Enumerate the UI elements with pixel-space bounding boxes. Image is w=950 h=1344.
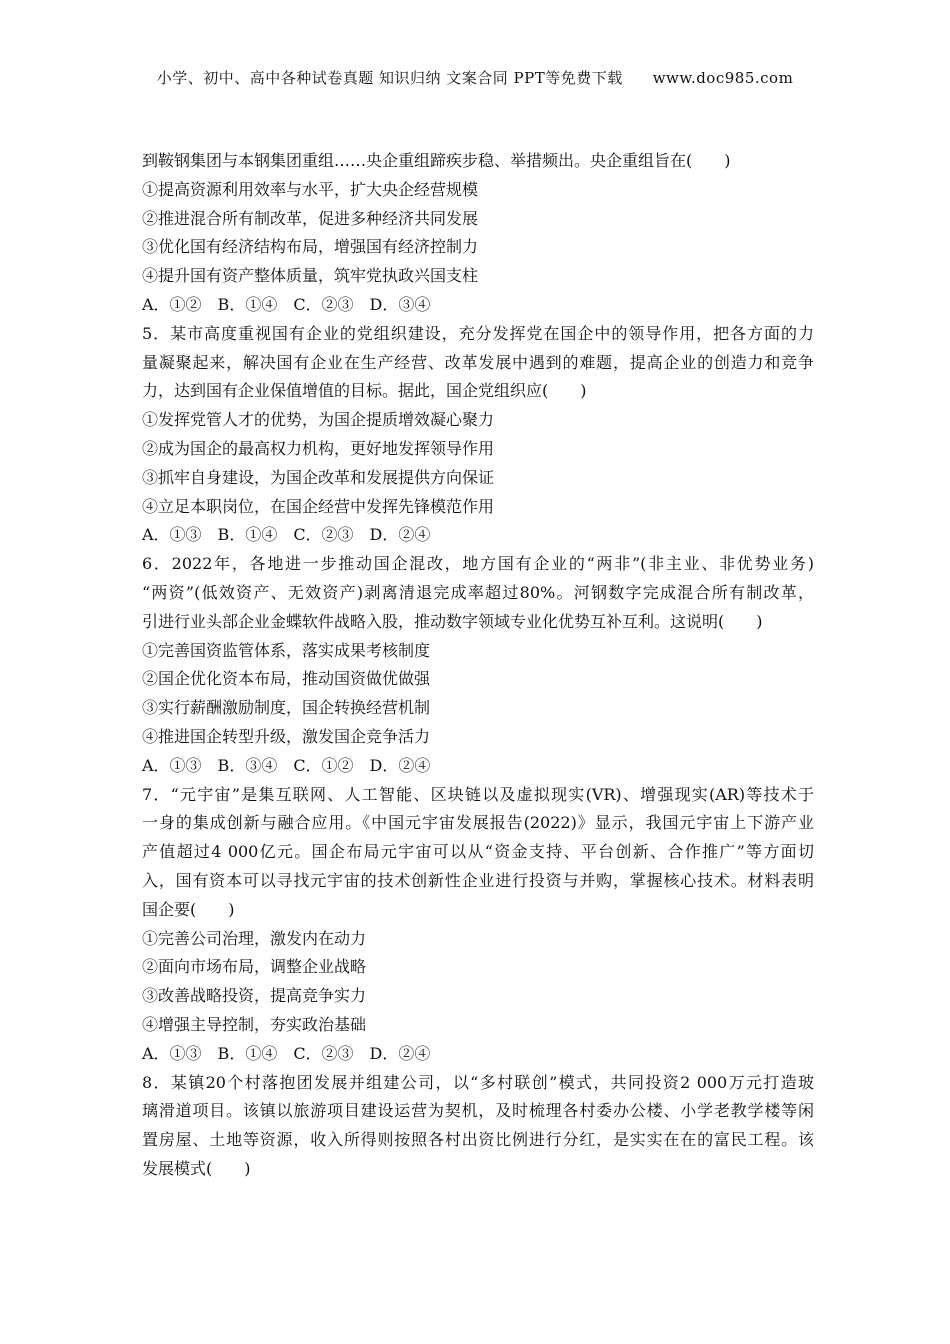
header-text: 小学、初中、高中各种试卷真题 知识归纳 文案合同 PPT等免费下载 (156, 69, 623, 87)
option-line: ③优化国有经济结构布局，增强国有经济控制力 (142, 237, 479, 257)
option-line: ④增强主导控制，夯实政治基础 (142, 1014, 367, 1034)
question-7-line: 一身的集成创新与融合应用。《中国元宇宙发展报告(2022)》显示，我国元宇宙上下游产业 (142, 813, 814, 833)
document-body (142, 147, 814, 1184)
question-8-line: 璃滑道项目。该镇以旅游项目建设运营为契机，及时梳理各村委办公楼、小学老教学楼等闲 (142, 1101, 814, 1121)
question-8-line: 置房屋、土地等资源，收入所得则按照各村出资比例进行分红，是实实在在的富民工程。该 (142, 1130, 814, 1150)
question-8-line: 发展模式( ) (142, 1158, 251, 1178)
question-5-line: 力，达到国有企业保值增值的目标。据此，国企党组织应( ) (142, 381, 587, 401)
option-line: ②推进混合所有制改革，促进多种经济共同发展 (142, 208, 479, 228)
option-line: ④推进国企转型升级，激发国企竞争活力 (142, 726, 431, 746)
option-line: ②成为国企的最高权力机构，更好地发挥领导作用 (142, 438, 495, 458)
option-line: ③改善战略投资，提高竞争实力 (142, 986, 367, 1006)
answer-choices: A．①② B．①④ C．②③ D．③④ (142, 294, 431, 314)
answer-choices: A．①③ B．①④ C．②③ D．②④ (142, 525, 431, 545)
option-line: ④立足本职岗位，在国企经营中发挥先锋模范作用 (142, 496, 495, 516)
option-line: ①完善国资监管体系，落实成果考核制度 (142, 640, 431, 660)
question-8-line: 8．某镇20个村落抱团发展并组建公司，以“多村联创”模式，共同投资2 000万元打造玻 (142, 1072, 814, 1092)
page-header (0, 66, 950, 90)
answer-choices: A．①③ B．①④ C．②③ D．②④ (142, 1043, 431, 1063)
option-line: ③抓牢自身建设，为国企改革和发展提供方向保证 (142, 467, 495, 487)
question-7-line: 入，国有资本可以寻找元宇宙的技术创新性企业进行投资与并购，掌握核心技术。材料表明 (142, 870, 814, 890)
question-6-line: “两资”(低效资产、无效资产)剥离清退完成率超过80%。河钢数字完成混合所有制改革， (142, 582, 814, 602)
question-5-line: 5．某市高度重视国有企业的党组织建设，充分发挥党在国企中的领导作用，把各方面的力 (142, 323, 814, 343)
answer-choices: A．①③ B．③④ C．①② D．②④ (142, 755, 431, 775)
option-line: ①完善公司治理，激发内在动力 (142, 928, 367, 948)
question-5-line: 量凝聚起来，解决国有企业在生产经营、改革发展中遇到的难题，提高企业的创造力和竞争 (142, 352, 814, 372)
option-line: ②面向市场布局，调整企业战略 (142, 957, 367, 977)
option-line: ②国企优化资本布局，推动国资做优做强 (142, 669, 431, 689)
question-7-line: 产值超过4 000亿元。国企布局元宇宙可以从“资金支持、平台创新、合作推广”等方面切 (142, 842, 814, 862)
option-line: ①提高资源利用效率与水平，扩大央企经营规模 (142, 179, 479, 199)
option-line: ④提升国有资产整体质量，筑牢党执政兴国支柱 (142, 266, 479, 286)
question-6-line: 6．2022年，各地进一步推动国企混改，地方国有企业的“两非”(非主业、非优势业务) (142, 554, 814, 574)
header-site: www.doc985.com (652, 69, 794, 87)
question-6-line: 引进行业头部企业金蝶软件战略入股，推动数字领域专业化优势互补互利。这说明( ) (142, 611, 763, 631)
question-7-line: 国企要( ) (142, 899, 235, 919)
option-line: ①发挥党管人才的优势，为国企提质增效凝心聚力 (142, 410, 495, 430)
option-line: ③实行薪酬激励制度，国企转换经营机制 (142, 698, 431, 718)
text-line: 到鞍钢集团与本钢集团重组……央企重组蹄疾步稳、举措频出。央企重组旨在( ) (142, 151, 731, 170)
question-7-line: 7．“元宇宙”是集互联网、人工智能、区块链以及虚拟现实(VR)、增强现实(AR)等技术于 (142, 784, 814, 804)
